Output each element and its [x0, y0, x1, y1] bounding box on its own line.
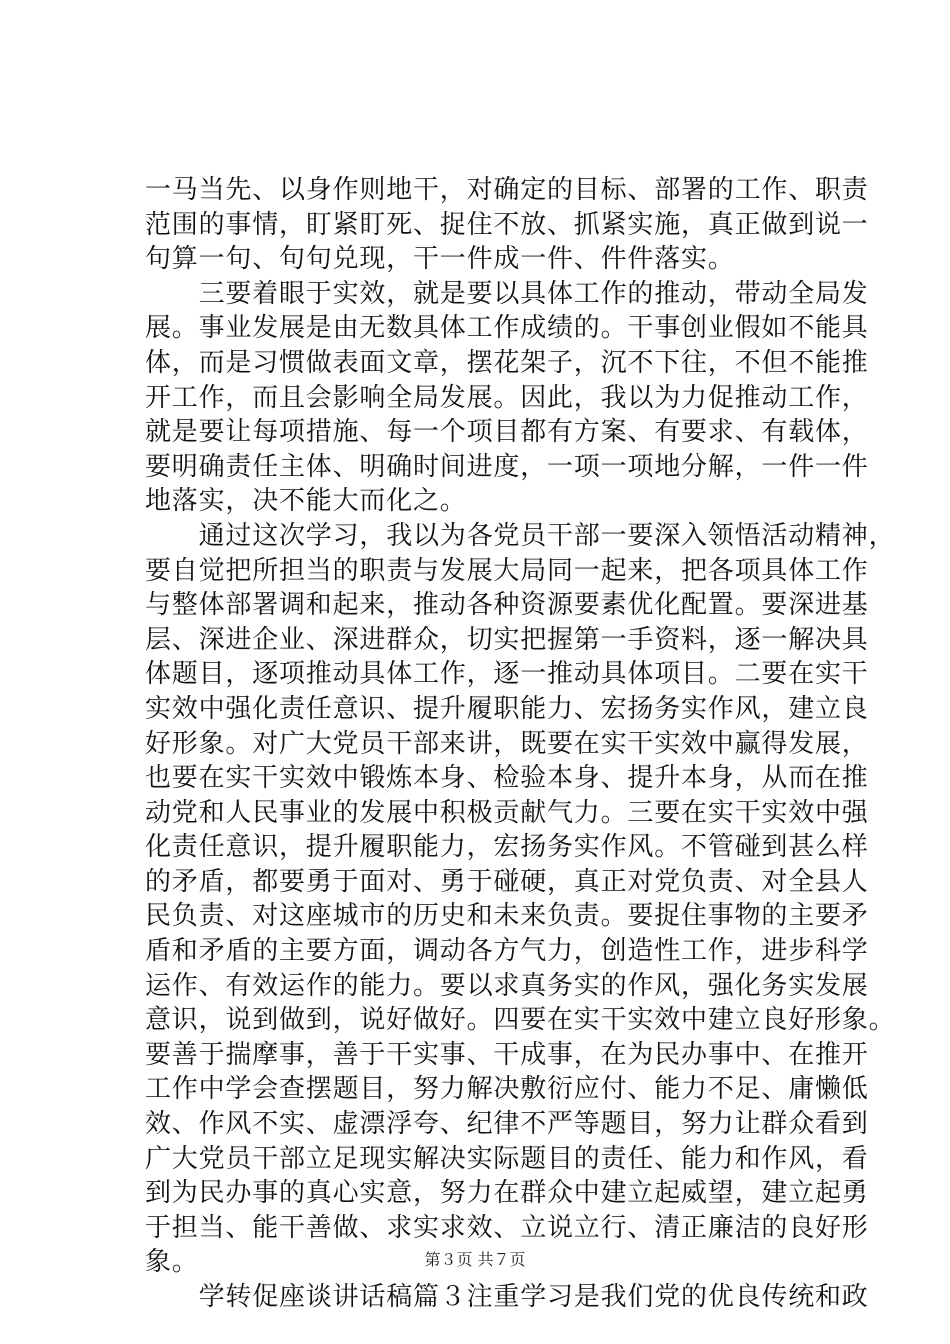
text-line: 工作中学会查摆题目，努力解决敷衍应付、能力不足、庸懒低	[145, 1074, 869, 1105]
text-line: 盾和矛盾的主要方面，调动各方气力，创造性工作，进步科学	[145, 936, 869, 967]
text-line: 展。事业发展是由无数具体工作成绩的。干事创业假如不能具	[145, 313, 869, 344]
text-line: 范围的事情，盯紧盯死、捉住不放、抓紧实施，真正做到说一	[145, 209, 869, 240]
text-line: 化责任意识，提升履职能力，宏扬务实作风。不管碰到甚么样	[145, 832, 869, 863]
text-line: 就是要让每项措施、每一个项目都有方案、有要求、有载体，	[145, 417, 869, 448]
text-line: 效、作风不实、虚漂浮夸、纪律不严等题目，努力让群众看到	[145, 1109, 869, 1140]
text-line: 与整体部署调和起来，推动各种资源要素优化配置。要深进基	[145, 590, 869, 621]
text-line: 象。	[145, 1247, 199, 1278]
text-line: 体题目，逐项推动具体工作，逐一推动具体项目。二要在实干	[145, 659, 869, 690]
text-line: 运作、有效运作的能力。要以求真务实的作风，强化务实发展	[145, 970, 869, 1001]
text-line: 通过这次学习，我以为各党员干部一要深入领悟活动精神，	[145, 520, 896, 551]
text-line: 实效中强化责任意识、提升履职能力、宏扬务实作风，建立良	[145, 693, 869, 724]
text-line: 意识，说到做到，说好做好。四要在实干实效中建立良好形象。	[145, 1005, 896, 1036]
text-line: 学转促座谈讲话稿篇３注重学习是我们党的优良传统和政	[145, 1282, 869, 1312]
text-line: 三要着眼于实效，就是要以具体工作的推动，带动全局发	[145, 278, 869, 309]
page-number-footer: 第３页 共７页	[424, 1250, 526, 1269]
text-line: 好形象。对广大党员干部来讲，既要在实干实效中赢得发展，	[145, 728, 869, 759]
text-line: 要自觉把所担当的职责与发展大局同一起来，把各项具体工作	[145, 555, 869, 586]
text-line: 也要在实干实效中锻炼本身、检验本身、提升本身，从而在推	[145, 763, 869, 794]
text-line: 要明确责任主体、明确时间进度，一项一项地分解，一件一件	[145, 451, 869, 482]
text-line: 动党和人民事业的发展中积极贡献气力。三要在实干实效中强	[145, 797, 869, 828]
text-line: 到为民办事的真心实意，努力在群众中建立起威望，建立起勇	[145, 1178, 869, 1209]
text-line: 句算一句、句句兑现，干一件成一件、件件落实。	[145, 244, 735, 275]
text-line: 的矛盾，都要勇于面对、勇于碰硬，真正对党负责、对全县人	[145, 866, 869, 897]
text-line: 层、深进企业、深进群众，切实把握第一手资料，逐一解决具	[145, 624, 869, 655]
text-line: 广大党员干部立足现实解决实际题目的责任、能力和作风，看	[145, 1143, 869, 1174]
text-line: 体，而是习惯做表面文章，摆花架子，沉不下往，不但不能推	[145, 347, 869, 378]
text-line: 开工作，而且会影响全局发展。因此，我以为力促推动工作，	[145, 382, 869, 413]
text-line: 一马当先、以身作则地干，对确定的目标、部署的工作、职责	[145, 175, 869, 205]
body-text	[145, 173, 896, 1315]
text-line: 民负责、对这座城市的历史和未来负责。要捉住事物的主要矛	[145, 901, 869, 932]
text-line: 地落实，决不能大而化之。	[145, 486, 467, 517]
text-line: 要善于揣摩事，善于干实事、干成事，在为民办事中、在推开	[145, 1039, 869, 1070]
text-line: 于担当、能干善做、求实求效、立说立行、清正廉洁的良好形	[145, 1212, 869, 1243]
